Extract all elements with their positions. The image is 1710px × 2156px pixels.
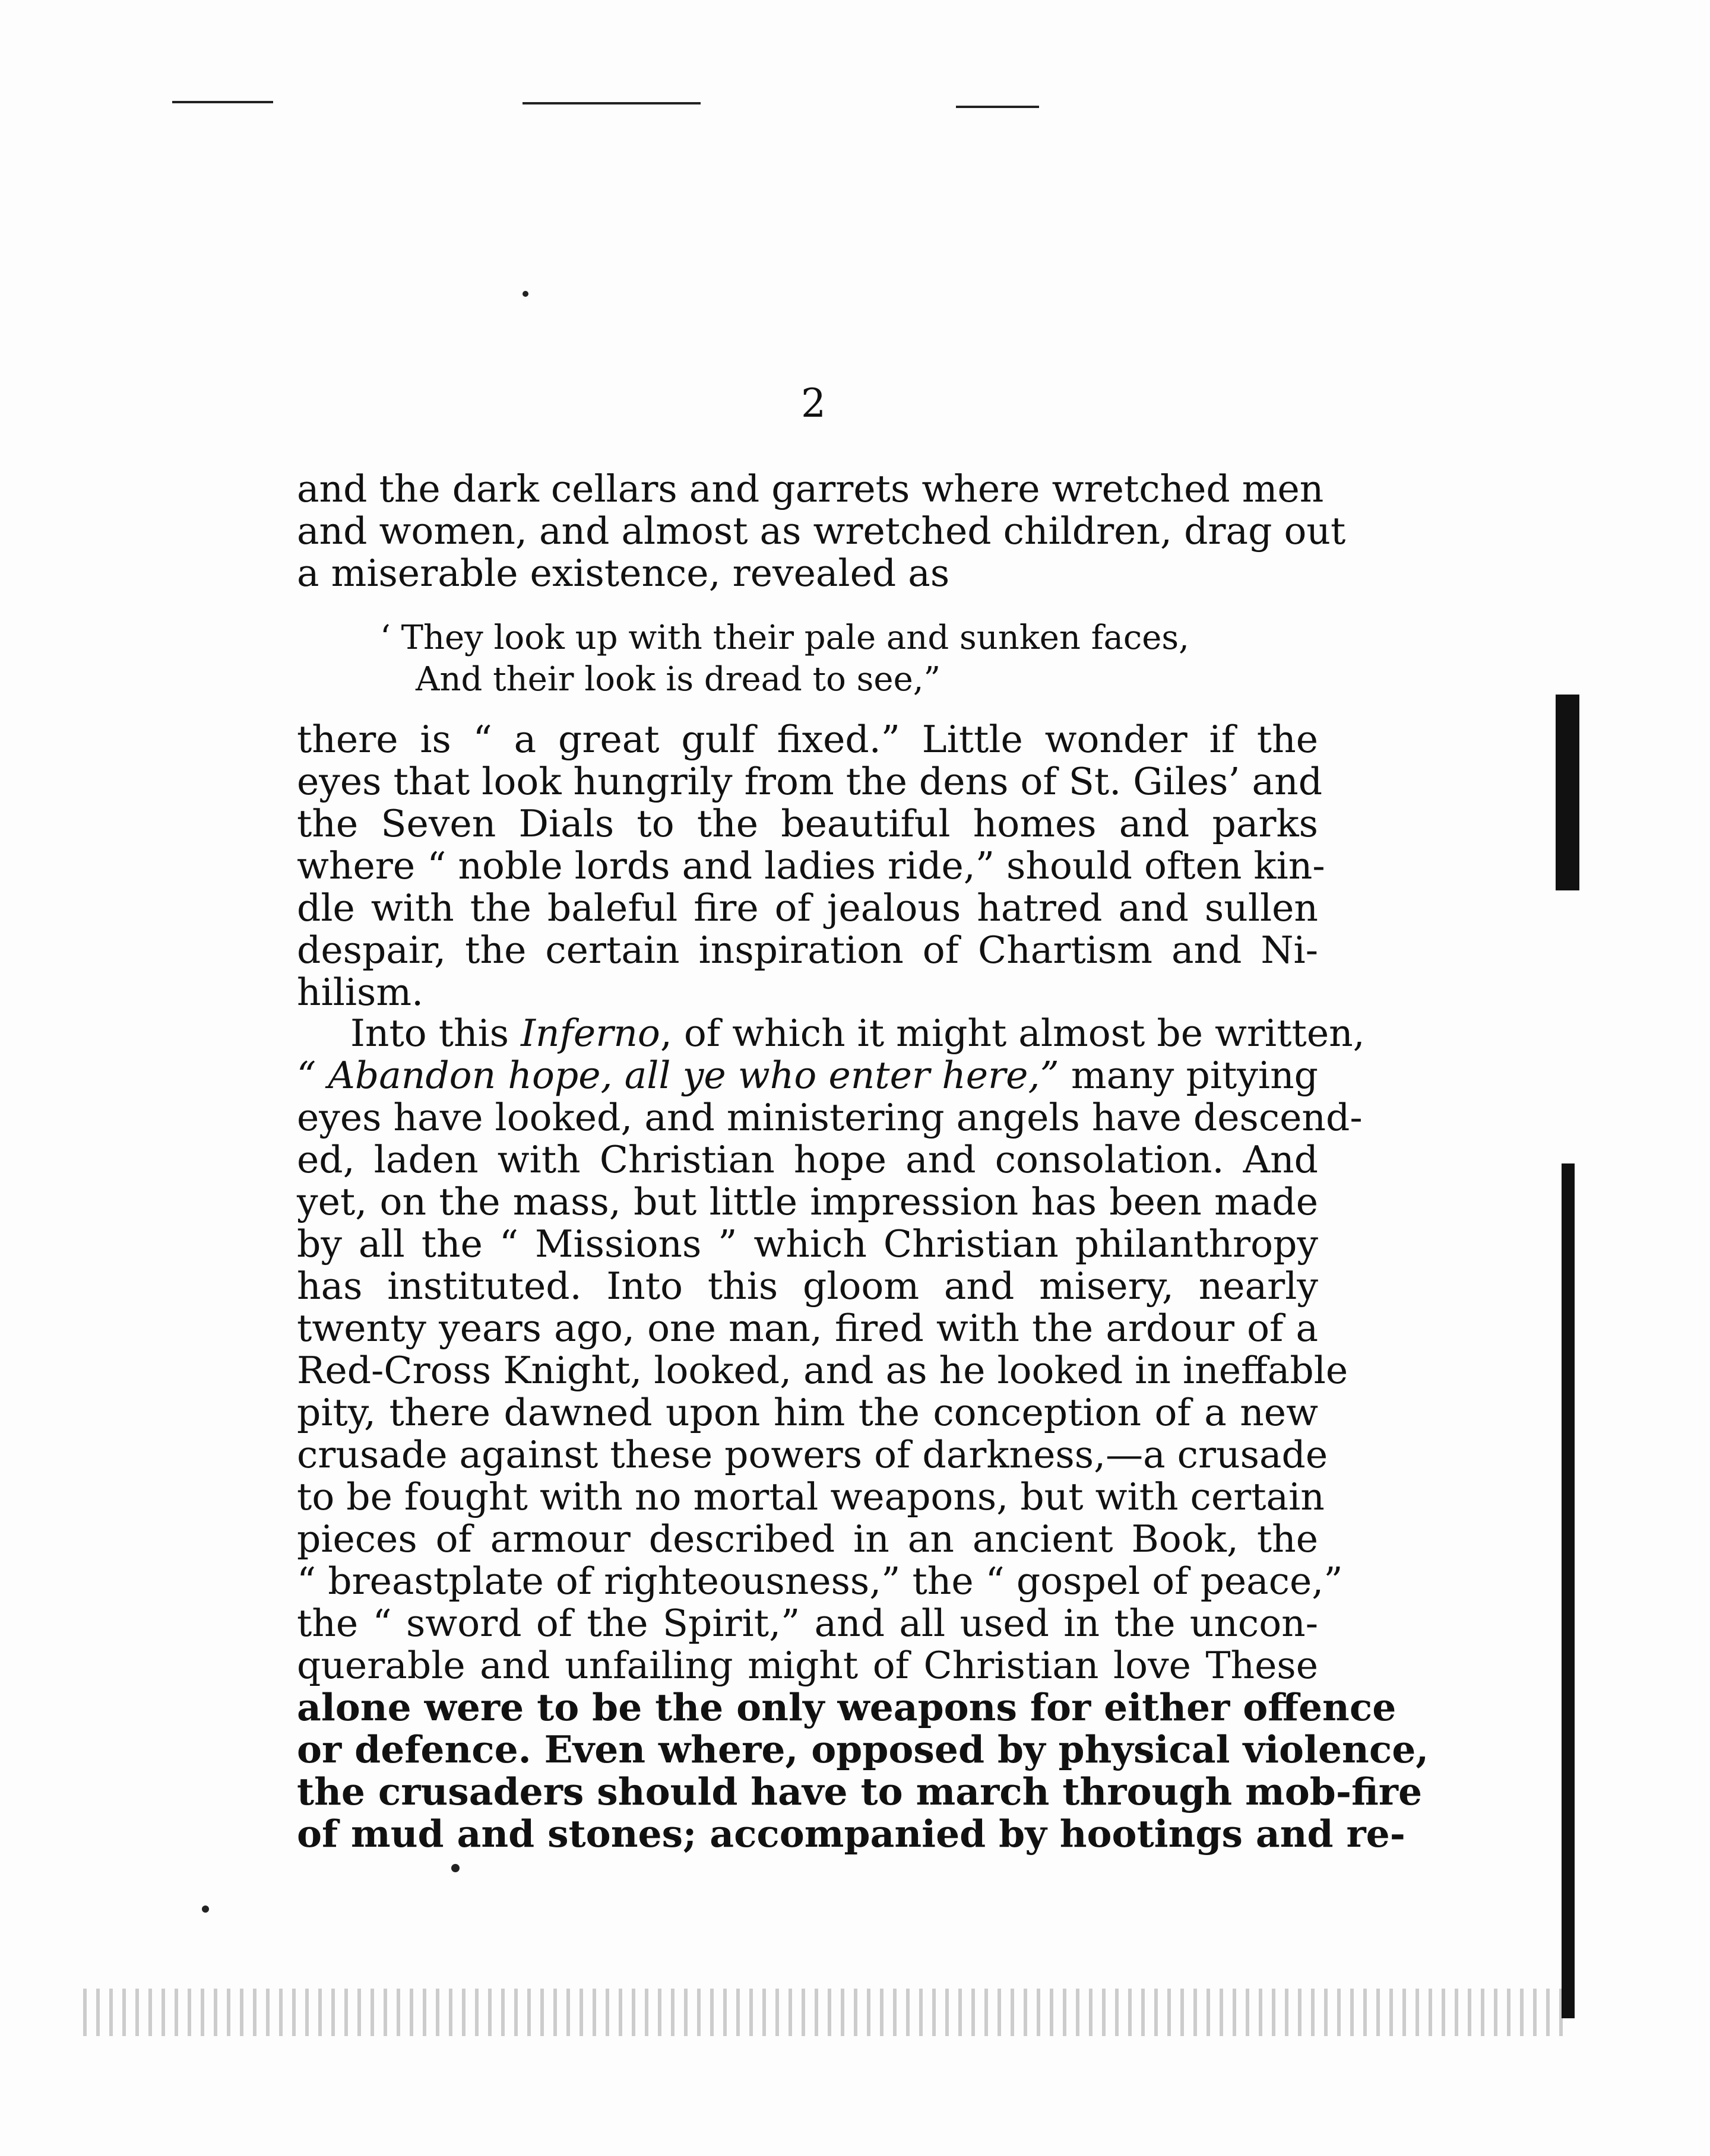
text-line: eyes that look hungrily from the dens of St. Giles’ and xyxy=(297,760,1323,803)
quote-line: And their look is dread to see,” xyxy=(416,660,941,699)
text-line xyxy=(297,1054,1318,1096)
text-line: to be fought with no mortal weapons, but with certain xyxy=(297,1475,1325,1518)
paragraph-gulf xyxy=(297,718,1325,1014)
text-line: where “ noble lords and ladies ride,” should often kin- xyxy=(297,844,1325,887)
text-line: twenty years ago, one man, fired with the ardour of a xyxy=(297,1307,1318,1350)
text-line: the crusaders should have to march through mob-fire xyxy=(297,1770,1423,1813)
top-rule-left xyxy=(172,101,273,103)
scan-edge-band xyxy=(1556,695,1579,890)
text-run: Into this xyxy=(350,1012,521,1055)
paragraph-continuation xyxy=(297,467,1346,595)
text-line: querable and unfailing might of Christian love These xyxy=(297,1644,1318,1687)
scan-speck xyxy=(522,291,528,297)
text-line: “ breastplate of righteousness,” the “ gospel of peace,” xyxy=(297,1559,1343,1603)
italic-term: Inferno xyxy=(521,1012,660,1055)
text-line: pieces of armour described in an ancient Book, the xyxy=(297,1517,1318,1561)
paragraph-inferno xyxy=(297,1012,1429,1856)
page-number: 2 xyxy=(801,381,826,426)
text-line: despair, the certain inspiration of Chartism and Ni- xyxy=(297,928,1318,972)
text-line: of mud and stones; accompanied by hootings and re- xyxy=(297,1812,1405,1856)
text-line: dle with the baleful fire of jealous hatred and sullen xyxy=(297,886,1318,930)
text-line xyxy=(297,1012,1365,1055)
text-line: pity, there dawned upon him the conception of a new xyxy=(297,1391,1318,1434)
text-line: eyes have looked, and ministering angels have descend- xyxy=(297,1096,1363,1139)
italic-quotation: “ Abandon hope, all ye who enter here,” xyxy=(297,1054,1059,1097)
text-line: and the dark cellars and garrets where wretched men xyxy=(297,467,1324,511)
text-line: and women, and almost as wretched children, drag out xyxy=(297,509,1346,553)
text-line: alone were to be the only weapons for either offence xyxy=(297,1685,1396,1729)
text-line: ed, laden with Christian hope and consolation. And xyxy=(297,1138,1318,1181)
text-line: the Seven Dials to the beautiful homes and parks xyxy=(297,802,1318,845)
text-line: Red-Cross Knight, looked, and as he looked in ineffable xyxy=(297,1349,1348,1392)
scan-bottom-noise xyxy=(83,1989,1568,2036)
text-line: hilism. xyxy=(297,971,424,1014)
text-line: there is “ a great gulf fixed.” Little wonder if the xyxy=(297,718,1318,761)
scan-speck xyxy=(202,1905,209,1913)
text-run: , of which it might almost be written, xyxy=(660,1012,1365,1055)
top-rule-right xyxy=(956,106,1039,108)
scan-edge-band xyxy=(1562,1163,1575,2018)
text-line: crusade against these powers of darkness,—a crusade xyxy=(297,1433,1328,1476)
text-line: yet, on the mass, but little impression has been made xyxy=(297,1180,1318,1223)
text-line: a miserable existence, revealed as xyxy=(297,551,950,595)
text-run: many pitying xyxy=(1059,1054,1318,1097)
scan-speck xyxy=(451,1864,460,1872)
text-line: the “ sword of the Spirit,” and all used in the uncon- xyxy=(297,1602,1318,1645)
text-line: or defence. Even where, opposed by physical violence, xyxy=(297,1727,1429,1771)
top-rule-middle xyxy=(522,102,701,104)
verse-quote xyxy=(380,617,1189,700)
text-line: has instituted. Into this gloom and misery, nearly xyxy=(297,1264,1318,1308)
text-line: by all the “ Missions ” which Christian philanthropy xyxy=(297,1222,1318,1266)
quote-line: ‘ They look up with their pale and sunken faces, xyxy=(380,619,1189,657)
